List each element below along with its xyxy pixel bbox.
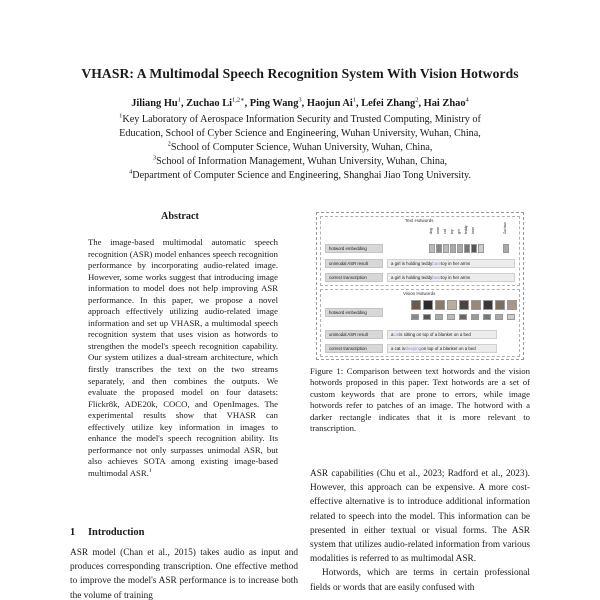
author-affiliation-mark: 2 [415,96,419,104]
embedding-cell [443,244,449,253]
sentence-text: on top of a blanket on a bed [421,346,476,351]
affiliation-line [0,155,600,169]
hotword-embedding-label: hotword embedding [325,308,383,317]
affiliation-text: School of Information Management, Wuhan University, Wuhan, China, [156,156,448,167]
section-heading [70,527,144,538]
correct-label: correct transcription [325,273,383,282]
sentence-text: a [391,332,394,337]
image-patch [507,300,517,310]
affiliation-mark: 2 [167,140,171,148]
error-word: bare [432,261,442,266]
author-name: Ping Wang [249,98,299,109]
section-title: Introduction [88,527,145,538]
image-patch [447,300,457,310]
sentence-text: is sitting on top of a blanket on a bed [399,332,471,337]
author-name: Haojun Ai [306,98,353,109]
sentence-text: a girl is holding teddy [391,275,433,280]
corrected-word: sleeping [404,346,422,351]
affiliation-text: Key Laboratory of Aerospace Information Security and Trusted Computing, Ministry of [122,114,481,125]
text-unimodal-result [387,259,515,268]
body-paragraph: ASR capabilities (Chu et al., 2023; Radford et al., 2023). However, this approach can be expensive. A more cost-effective alternative is to introduce additional information related to speech into the model. This information can be presented in either textual or visual forms. The ASR system that utilizes audio-related information from various modalities is referred to as multimodal ASR. [310,469,530,565]
vision-hotwords-panel [320,289,520,357]
embedding-cell [429,244,435,253]
vision-correct-transcription [387,344,497,353]
text-hotwords-panel [320,216,520,286]
embedding-cell [507,314,515,320]
image-patch [459,300,469,310]
section-number: 1 [70,527,76,538]
affiliation-mark: 4 [128,168,133,176]
embedding-cell [457,244,463,253]
hotword-token: teddy [464,225,468,234]
sentence-text: toy in her arms [441,275,471,280]
abstract-text [88,237,278,479]
image-patch [411,300,421,310]
embedding-cell [471,244,477,253]
image-patch [483,300,493,310]
abstract-heading: Abstract [161,211,199,222]
correct-label: correct transcription [325,344,383,353]
affiliation-mark: 1 [119,112,123,120]
embedding-cell [459,314,467,320]
error-word: cat [393,332,400,337]
body-paragraph: Hotwords, which are terms in certain professional fields or words that are easily confused with [310,568,530,593]
embedding-cell [435,314,443,320]
figure-caption: Figure 1: Comparison between text hotwords and the vision hotwords proposed in this paper. Text hotwords are a set of custom keywords that are prone to errors, while image hotwords refer to patches of an image. The hotword with a darker rectangle indicates that it is more relevant to transcription. [310,366,530,434]
author-affiliation-mark: 3 [298,96,302,104]
intro-paragraph: ASR model (Chan et al., 2015) takes audio as input and produces corresponding transcription. One effective method to improve the model's ASR performance is to increase both the volume of training [70,548,298,600]
affiliation-line [0,141,600,155]
affiliation-text: Department of Computer Science and Engineering, Shanghai Jiao Tong University. [132,170,472,181]
unimodal-label: unimodal ASR result [325,330,383,339]
embedding-cell [503,244,509,253]
footnote-mark: 1 [148,468,152,475]
vision-hotwords-title: Vision Hotwords [403,291,436,296]
author-name: Jiliang Hu [131,98,178,109]
sentence-text: a girl is holding teddy [391,261,433,266]
image-patch [495,300,505,310]
affiliation-line [0,169,600,183]
image-patch [435,300,445,310]
author-name: Lefei Zhang [361,98,416,109]
author-name: Zuchao Li [186,98,233,109]
hotword-token: bear [471,226,475,234]
embedding-cell [411,314,419,320]
embedding-cell [423,314,431,320]
text-hotwords-title: Text Hotwords [405,218,434,223]
author-affiliation-mark: 1 [352,96,357,104]
hotword-token: Zuchao [503,222,507,234]
corrected-word: bear [432,275,442,280]
embedding-cell [464,244,470,253]
embedding-cell [483,314,491,320]
hotword-embedding-label: hotword embedding [325,244,383,253]
author-name: Hai Zhao [423,98,466,109]
image-patch [471,300,481,310]
figure-1 [316,212,524,360]
abstract-paragraph: The image-based multimodal automatic speech recognition (ASR) model enhances speech recognition performance by incorporating audio-related image. However, some works suggest that introducing image information to model does not help improving ASR performance. In this paper, we propose a novel approach effectively utilizing audio-related image information and set up VHASR, a multimodal speech recognition system that uses vision as hotwords to strengthen the model's speech recognition capability. Our system utilizes a dual-stream architecture, which firstly transcribes the text on the two streams separately, and then combines the outputs. We evaluate the proposed model on four datasets: Flickr8k, ADE20k, COCO, and OpenImages. The experimental results show that VHASR can effectively utilize key information in images to enhance the model's speech recognition ability. Its performance not only surpasses unimodal ASR, but also achieves SOTA among existing image-based multimodal ASR. [88,237,278,478]
affiliation-line [0,127,600,141]
author-list: Jiliang Hu$^1$, Zuchao $Li^{1,2∗}$, Ping Wang$^3$, Haojun Ai$^1$, Lefei Zhang$^2$, Hai Zhao$^4$ [131,96,469,109]
embedding-cell [447,314,455,320]
author-affiliation-mark: 4 [465,96,469,104]
image-patch [423,300,433,310]
embedding-cell [478,244,484,253]
hotword-token: girl [457,229,461,234]
hotword-token: bear [436,226,440,234]
affiliation-line [0,113,600,127]
unimodal-label: unimodal ASR result [325,259,383,268]
embedding-cell [450,244,456,253]
embedding-cell [495,314,503,320]
paper-title: VHASR: A Multimodal Speech Recognition System With Vision Hotwords [81,66,519,81]
sentence-text: a cat is [391,346,405,351]
text-correct-transcription [387,273,515,282]
hotword-token: cat [443,229,447,234]
affiliation-mark: 3 [152,154,157,162]
hotword-token: dog [429,228,433,234]
affiliation-text: School of Computer Science, Wuhan University, Wuhan, China, [170,142,433,153]
embedding-cell [471,314,479,320]
embedding-cell [436,244,442,253]
hotword-token: toy [450,229,454,234]
author-affiliation-mark: 1 [177,96,181,104]
affiliation-text: Education, School of Cyber Science and Engineering, Wuhan University, Wuhan, China, [119,128,481,139]
sentence-text: toy in her arms [441,261,471,266]
right-column-text [310,467,530,595]
author-affiliation-mark: 1,2∗ [232,96,245,104]
vision-unimodal-result [387,330,497,339]
